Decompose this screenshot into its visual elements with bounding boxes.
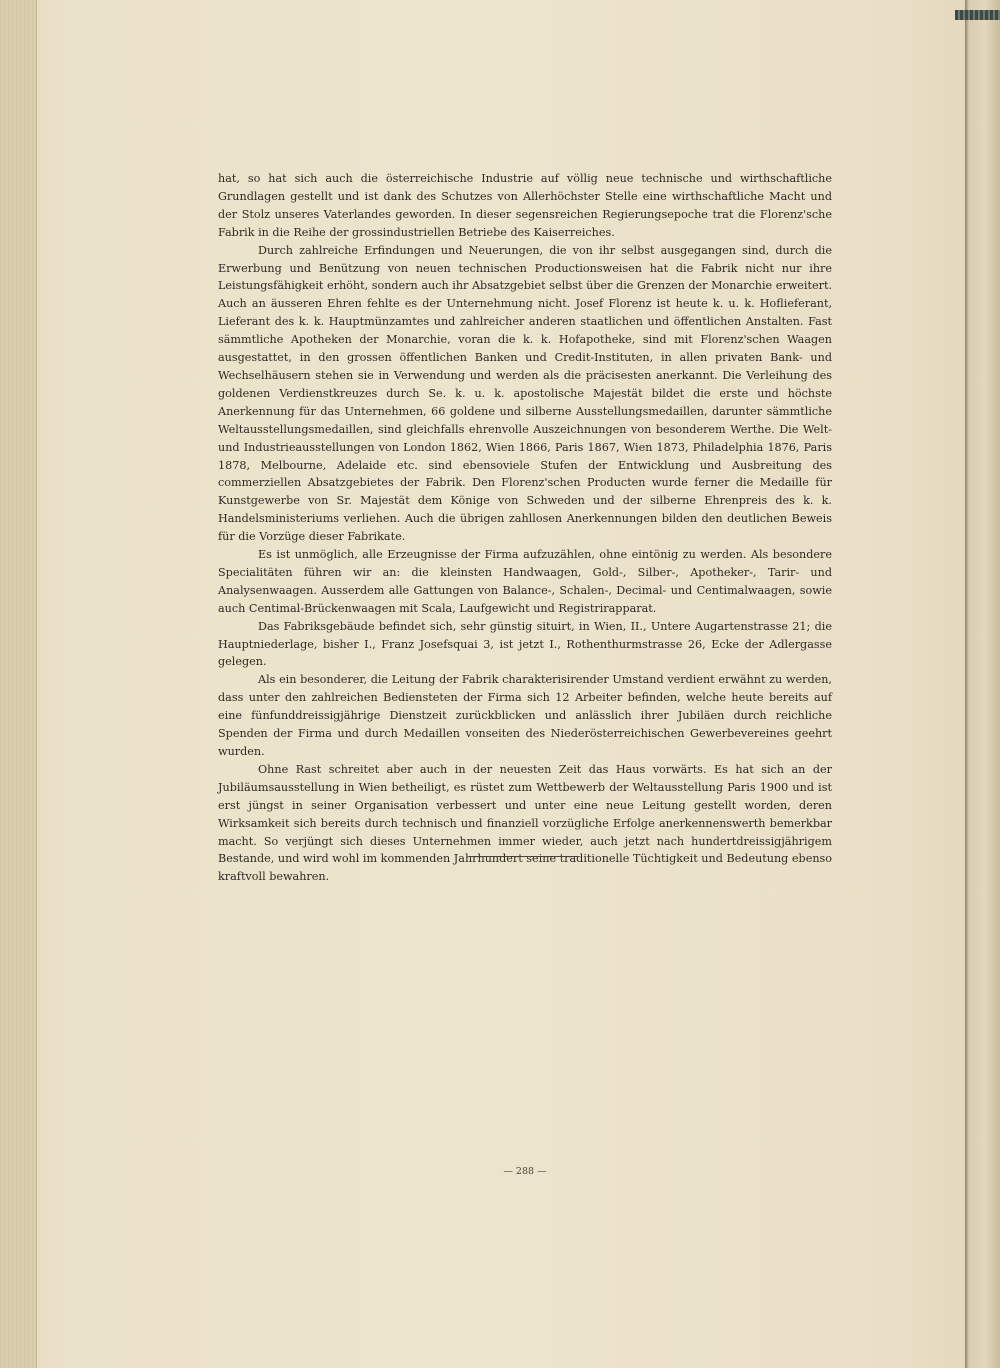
paragraph-continuation: hat, so hat sich auch die österreichische Industrie auf völlig neue technische und wirthschaftliche Grundlagen gestellt und ist dank des Schutzes von Allerhöchster Stelle eine wirthschaftliche Macht und der Stolz unseres Vaterlandes geworden. In dieser segensreichen Regierungsepoche trat die Florenz'sche Fabrik in die Reihe der grossindustriellen Betriebe des Kaiserreiches. (218, 172, 832, 239)
paragraph-locations: Das Fabriksgebäude befindet sich, sehr günstig situirt, in Wien, II., Untere Augartenstrasse 21; die Hauptniederlage, bisher I., Franz Josefsquai 3, ist jetzt I., Rothenthurmstrasse 26, Ecke der Adlergasse gelegen. (218, 619, 832, 669)
page-binding-edge (0, 0, 37, 1368)
paragraph-workers: Als ein besonderer, die Leitung der Fabrik charakterisirender Umstand verdient erwähnt zu werden, dass unter den zahlreichen Bediensteten der Firma sich 12 Arbeiter befinden, welche heute bereits auf eine fünfunddreissigjährige Dienstzeit zurückblicken und anlässlich ihrer Jubiläen durch reichliche Spenden der Firma und durch Medaillen vonseiten des Niederösterreichischen Gewerbevereines geehrt wurden. (218, 673, 832, 758)
paragraph-achievements: Durch zahlreiche Erfindungen und Neuerungen, die von ihr selbst ausgegangen sind, durch die Erwerbung und Benützung von neuen technischen Productionsweisen hat die Fabrik nicht nur ihre Leistungsfähigkeit erhöht, sondern auch ihr Absatzgebiet selbst über die Grenzen der Monarchie erweitert. Auch an äusseren Ehren fehlte es der Unternehmung nicht. Josef Florenz ist heute k. u. k. Hoflieferant, Lieferant des k. k. Hauptmünzamtes und zahlreicher anderen staatlichen und öffentlichen Anstalten. Fast sämmtliche Apotheken der Monarchie, voran die k. k. Hofapotheke, sind mit Florenz'schen Waagen ausgestattet, in den grossen öffentlichen Banken und Credit-Instituten, in allen privaten Bank- und Wechselhäusern stehen sie in Verwendung und werden als die präcisesten anerkannt. Die Verleihung des goldenen Verdienstkreuzes durch Se. k. u. k. apostolische Majestät bildet die erste und höchste Anerkennung für das Unternehmen, 66 goldene und silberne Ausstellungsmedaillen, darunter sämmtliche Weltausstellungsmedaillen, sind gleichfalls ehrenvolle Auszeichnungen von besonderem Werthe. Die Welt- und Industrieausstellungen von London 1862, Wien 1866, Paris 1867, Wien 1873, Philadelphia 1876, Paris 1878, Melbourne, Adelaide etc. sind ebensoviele Stufen der Entwicklung und Ausbreitung des commerziellen Absatzgebietes der Fabrik. Den Florenz'schen Producten wurde ferner die Medaille für Kunstgewerbe von Sr. Majestät dem Könige von Schweden und der silberne Ehrenpreis des k. k. Handelsministeriums verliehen. Auch die übrigen zahllosen Anerkennungen bilden den deutlichen Beweis für die Vorzüge dieser Fabrikate. (218, 243, 832, 544)
section-divider-rule (470, 856, 578, 857)
paragraph-outlook: Ohne Rast schreitet aber auch in der neuesten Zeit das Haus vorwärts. Es hat sich an der Jubiläumsausstellung in Wien betheiligt, es rüstet zum Wettbewerb der Weltausstellung Paris 1900 und ist erst jüngst in seiner Organisation verbessert und unter eine neue Leitung gestellt worden, deren Wirksamkeit sich bereits durch technisch und finanziell vorzügliche Erfolge anerkennenswerth bemerkbar macht. So verjüngt sich dieses Unternehmen immer wieder, auch jetzt nach hundertdreissigjährigem Bestande, und wird wohl im kommenden Jahrhundert seine traditionelle Tüchtigkeit und Bedeutung ebenso kraftvoll bewahren. (218, 762, 832, 884)
adjacent-page-edge (965, 0, 1000, 1368)
body-text (218, 170, 832, 886)
page-number: — 288 — (503, 1166, 547, 1177)
color-calibration-strip (955, 10, 1000, 20)
paragraph-products: Es ist unmöglich, alle Erzeugnisse der Firma aufzuzählen, ohne eintönig zu werden. Als besondere Specialitäten führen wir an: die kleinsten Handwaagen, Gold-, Silber-, Apotheker-, Tarir- und Analysenwaagen. Ausserdem alle Gattungen von Balance-, Schalen-, Decimal- und Centimalwaagen, sowie auch Centimal-Brückenwaagen mit Scala, Laufgewicht und Registrirapparat. (218, 548, 832, 615)
